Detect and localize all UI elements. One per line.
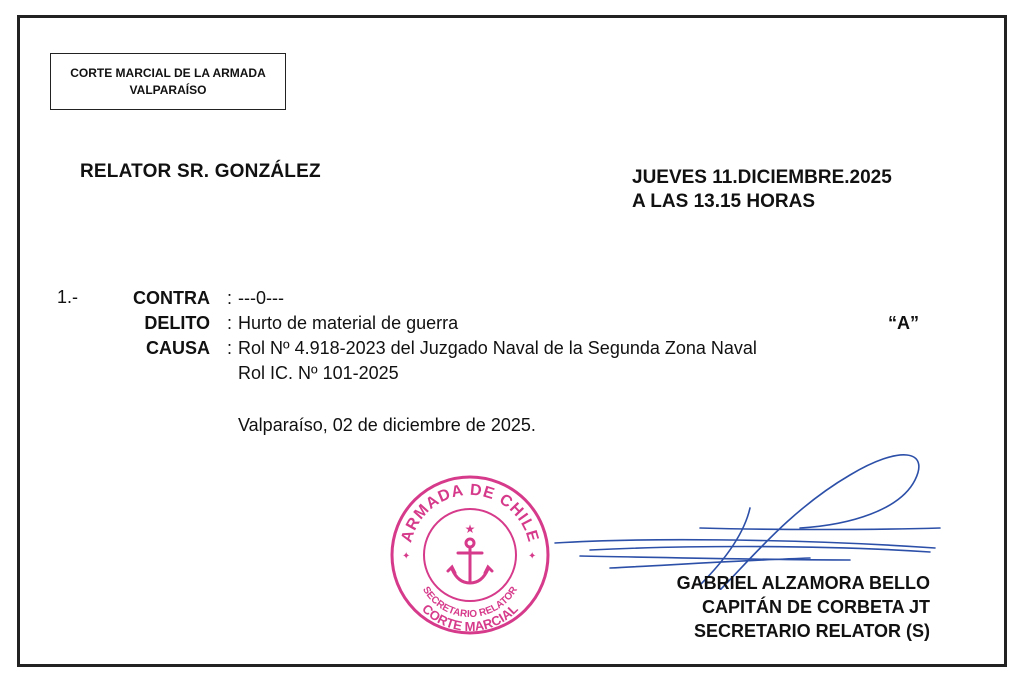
stamp-top-text: ARMADA DE CHILE — [398, 481, 542, 545]
item-values — [238, 286, 757, 386]
label-causa: CAUSA — [145, 338, 210, 358]
anchor-icon — [448, 522, 492, 583]
stamp-bottom-line2: CORTE MARCIAL — [419, 601, 521, 635]
item-colons: : : : — [227, 288, 233, 358]
value-delito: Hurto de material de guerra — [238, 313, 459, 333]
label-contra: CONTRA — [133, 288, 210, 308]
hearing-date: JUEVES 11.DICIEMBRE.2025 — [632, 167, 892, 188]
official-stamp — [388, 473, 552, 637]
item-labels — [114, 286, 210, 361]
court-header-box — [50, 53, 286, 110]
court-city: VALPARAÍSO — [129, 82, 207, 97]
hearing-schedule — [632, 166, 892, 214]
svg-text:✦: ✦ — [402, 551, 411, 562]
value-causa: Rol Nº 4.918-2023 del Juzgado Naval de la Segunda Zona Naval — [238, 338, 757, 358]
court-name: CORTE MARCIAL DE LA ARMADA — [70, 65, 266, 80]
signer-name: GABRIEL ALZAMORA BELLO — [676, 573, 930, 593]
handwritten-signature — [550, 440, 950, 590]
signer-block — [620, 571, 930, 643]
svg-text:✦: ✦ — [528, 551, 537, 562]
value-contra: ---0--- — [238, 288, 284, 308]
hearing-time: A LAS 13.15 HORAS — [632, 191, 816, 212]
svg-text:★: ★ — [464, 522, 476, 536]
label-delito: DELITO — [144, 313, 210, 333]
signer-rank: CAPITÁN DE CORBETA JT — [701, 597, 930, 617]
place-date: Valparaíso, 02 de diciembre de 2025. — [238, 415, 536, 435]
relator-name: RELATOR SR. GONZÁLEZ — [80, 161, 321, 182]
item-number: 1.- — [57, 287, 79, 307]
signer-role: SECRETARIO RELATOR (S) — [693, 621, 930, 641]
value-causa-extra: Rol IC. Nº 101-2025 — [238, 363, 399, 383]
category-tag: “A” — [888, 313, 919, 333]
stamp-bottom-line1: SECRETARIO RELATOR — [420, 584, 520, 621]
